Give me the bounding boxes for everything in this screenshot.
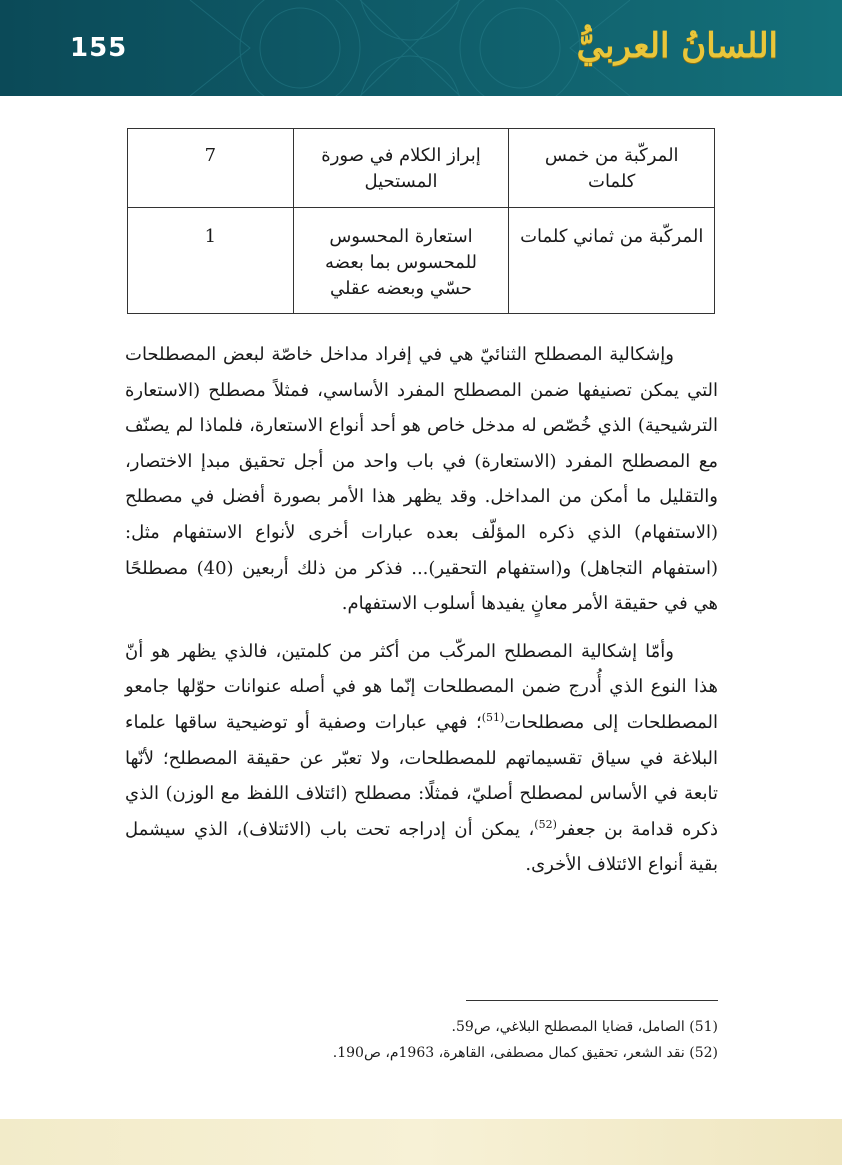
footnote: (51) الصامل، قضايا المصطلح البلاغي، ص59.: [451, 1019, 718, 1035]
paragraph-segment: وأمّا إشكالية المصطلح المركّب من أكثر من كلمتين، فالذي يظهر هو أنّ هذا النوع الذي أُدرج ضمن المصطلحات إنّما هو في أصله عنوانات حوّلها جامعو المصطلحات إلى مصطلحات: [125, 640, 718, 733]
paragraph: وإشكالية المصطلح الثنائيّ هي في إفراد مداخل خاصّة لبعض المصطلحات التي يمكن تصنيفها ضمن المصطلح المفرد الأساسي، فمثلاً مصطلح (الاستعارة الترشيحية) الذي خُصّص له مدخل خاص هو أحد أنواع الاستعارة، فلماذا لم يصنّف مع المصطلح المفرد (الاستعارة) في باب واحد من أجل تحقيق مبدإ الاختصار، والتقليل ما أمكن من المداخل. وقد يظهر هذا الأمر بصورة أفضل في مصطلح (الاستفهام) الذي ذكره المؤلّف بعده عبارات أخرى لأنواع الاستفهام مثل: (استفهام التجاهل) و(استفهام التحقير)... فذكر من ذلك أربعين (40) مصطلحًا هي في حقيقة الأمر معانٍ يفيدها أسلوب الاستفهام.: [125, 344, 718, 615]
terms-table: [127, 128, 715, 314]
table-cell: المركّبة من خمس كلمات: [509, 129, 715, 208]
header-band: [0, 0, 842, 96]
body-text: [125, 337, 718, 883]
footnote-ref[interactable]: (51): [481, 710, 505, 724]
page-number: 155: [70, 33, 128, 63]
footer-band: [0, 1119, 842, 1165]
paragraph-segment: ؛ فهي عبارات وصفية أو توضيحية ساقها علماء البلاغة في سياق تقسيماتهم للمصطلحات، ولا تعبّر عن حقيقة المصطلح؛ لأنّها تابعة في الأساس لمصطلح أصليّ، فمثلًا: مصطلح (ائتلاف اللفظ مع الوزن) الذي ذكره قدامة بن جعفر: [125, 711, 718, 840]
table-cell: 7: [128, 129, 294, 208]
table-row: [128, 208, 715, 314]
footnotes: [125, 1014, 718, 1066]
journal-logo: اللسانُ العربيُّ: [576, 26, 778, 66]
table-cell: إبراز الكلام في صورة المستحيل: [293, 129, 509, 208]
table-cell: 1: [128, 208, 294, 314]
table-cell: استعارة المحسوس للمحسوس بما بعضه حسّي وبعضه عقلي: [293, 208, 509, 314]
table-row: [128, 129, 715, 208]
footnote-ref[interactable]: (52): [534, 817, 557, 831]
table-cell: المركّبة من ثماني كلمات: [509, 208, 715, 314]
paragraph-segment: ، يمكن أن إدراجه تحت باب (الائتلاف)، الذي سيشمل بقية أنواع الائتلاف الأخرى.: [125, 818, 718, 876]
footnote-divider: [466, 1000, 718, 1001]
paragraph: [125, 634, 718, 883]
footnote: (52) نقد الشعر، تحقيق كمال مصطفى، القاهرة، 1963م، ص190.: [332, 1045, 718, 1061]
